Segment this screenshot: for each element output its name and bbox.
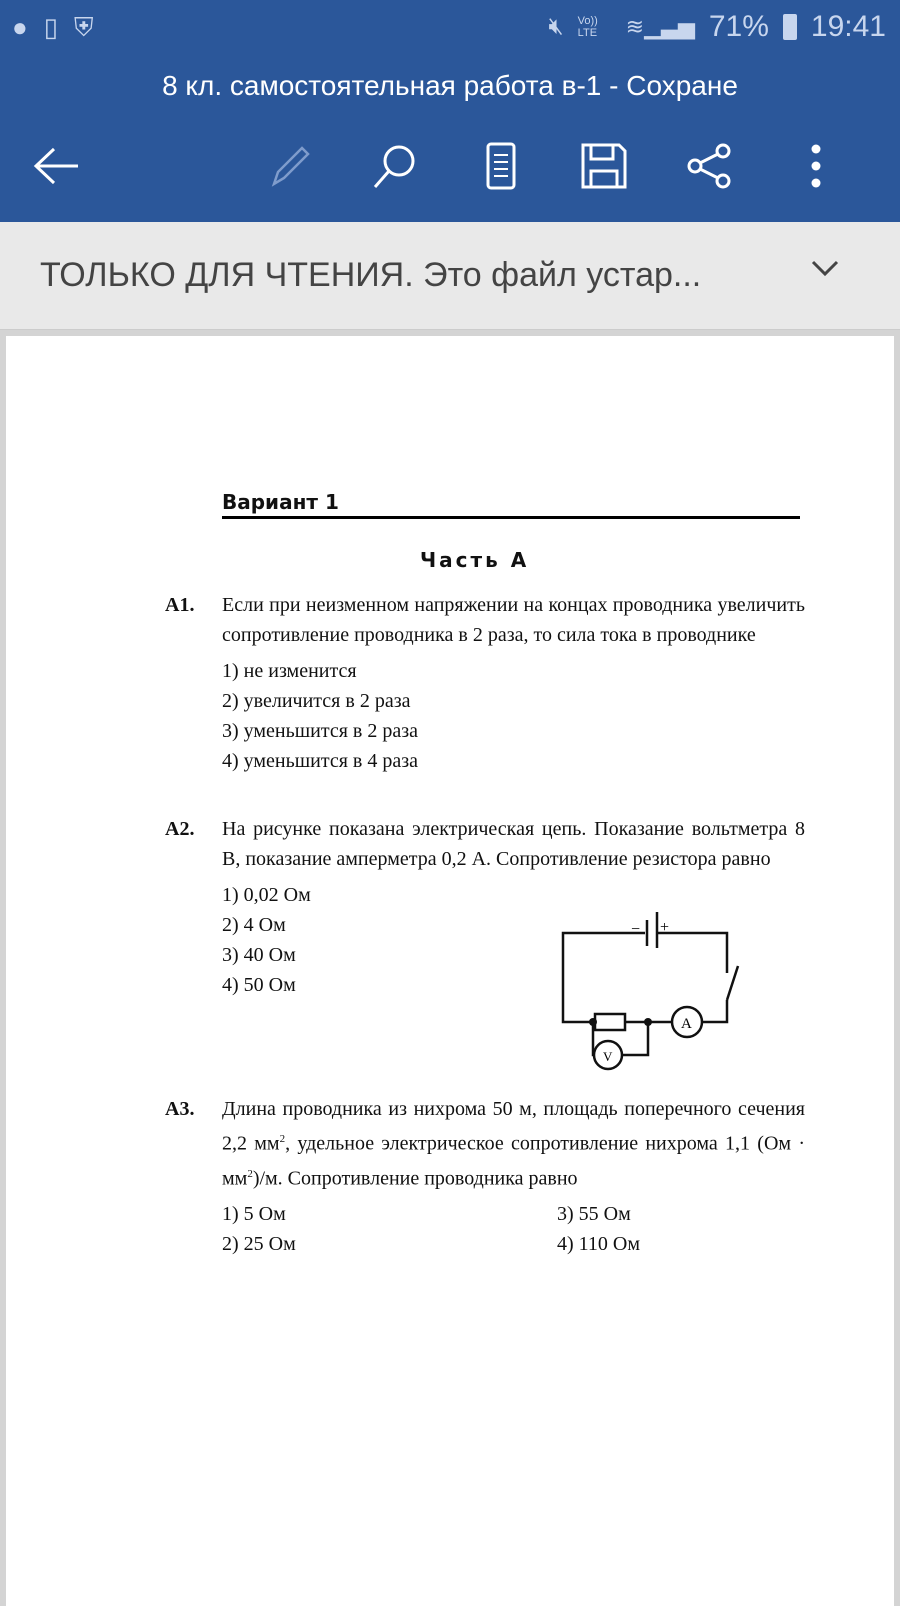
ammeter-label: A xyxy=(681,1016,692,1032)
question-text: На рисунке показана электрическая цепь. Показание вольтметра 8 В, показание амперметра 0,2 А. Сопротивление резистора равно xyxy=(222,818,805,870)
option: 2) 4 Ом xyxy=(222,914,286,936)
battery-icon xyxy=(783,14,797,40)
phone-clock-icon: ▯ xyxy=(43,12,59,42)
part-heading: Часть А xyxy=(420,548,530,572)
option: 4) 50 Ом xyxy=(222,974,296,996)
option: 1) 5 Ом xyxy=(222,1203,286,1226)
text-part: )/м. Сопротивление проводника равно xyxy=(252,1167,578,1190)
pencil-icon xyxy=(266,142,314,190)
superscript: 2 xyxy=(247,1167,253,1180)
option: 4) уменьшится в 4 раза xyxy=(222,750,419,772)
more-button[interactable] xyxy=(788,138,844,194)
document-title: 8 кл. самостоятельная работа в-1 - Сохране xyxy=(162,70,738,101)
question-a1 xyxy=(165,590,805,776)
status-bar xyxy=(0,0,900,55)
text-part: Длина проводника из нихрома 50 м, площадь поперечного сечения 2,2 мм xyxy=(222,1098,805,1155)
reading-view-button[interactable] xyxy=(472,138,528,194)
save-button[interactable] xyxy=(576,138,632,194)
network-label: Vo)) LTE xyxy=(577,15,598,39)
back-button[interactable] xyxy=(28,138,84,194)
shield-icon: ⛨ xyxy=(74,12,94,42)
option: 1) 0,02 Ом xyxy=(222,884,311,906)
question-number: А2. xyxy=(165,818,195,840)
option: 3) 40 Ом xyxy=(222,944,296,966)
option: 2) 25 Ом xyxy=(222,1233,296,1256)
search-button[interactable] xyxy=(366,138,422,194)
battery-percent: 71% xyxy=(708,10,769,43)
floppy-disk-icon xyxy=(579,141,629,191)
option: 2) увеличится в 2 раза xyxy=(222,690,411,712)
chevron-down-icon[interactable] xyxy=(810,258,840,278)
share-button[interactable] xyxy=(682,138,738,194)
share-icon xyxy=(685,141,735,191)
variant-heading: Вариант 1 xyxy=(222,490,800,519)
wifi-signal-icon: ≋▁▃▅ xyxy=(625,14,695,39)
plus-label: + xyxy=(660,919,670,936)
toolbar xyxy=(0,130,900,200)
banner-text: ТОЛЬКО ДЛЯ ЧТЕНИЯ. Это файл устар... xyxy=(40,256,702,294)
text-part: , удельное электрическое сопротивление нихрома 1,1 (Ом · мм xyxy=(222,1132,806,1190)
question-a3 xyxy=(165,1094,805,1259)
option: 1) не изменится xyxy=(222,660,357,682)
superscript: 2 xyxy=(279,1133,286,1145)
app-header xyxy=(0,0,900,222)
clock: 19:41 xyxy=(810,10,886,43)
question-text: Если при неизменном напряжении на концах проводника увеличить сопротивление проводника в 2 раза, то сила тока в проводнике xyxy=(222,594,805,646)
voltmeter-label: V xyxy=(603,1049,613,1064)
question-a2 xyxy=(165,814,805,1000)
read-only-banner[interactable] xyxy=(0,222,900,330)
question-number: А3. xyxy=(165,1098,195,1120)
mute-icon: 🔇︎ xyxy=(548,13,564,40)
message-icon: ● xyxy=(12,12,28,42)
search-icon xyxy=(369,141,419,191)
option: 4) 110 Ом xyxy=(557,1233,641,1256)
option: 3) уменьшится в 2 раза xyxy=(222,720,419,742)
edit-button[interactable] xyxy=(262,138,318,194)
question-number: А1. xyxy=(165,594,195,616)
more-vertical-icon xyxy=(806,141,826,191)
question-text xyxy=(222,1094,805,1193)
mobile-view-icon xyxy=(480,141,520,191)
minus-label: − xyxy=(631,921,641,938)
option: 3) 55 Ом xyxy=(557,1203,631,1226)
arrow-left-icon xyxy=(32,146,80,186)
